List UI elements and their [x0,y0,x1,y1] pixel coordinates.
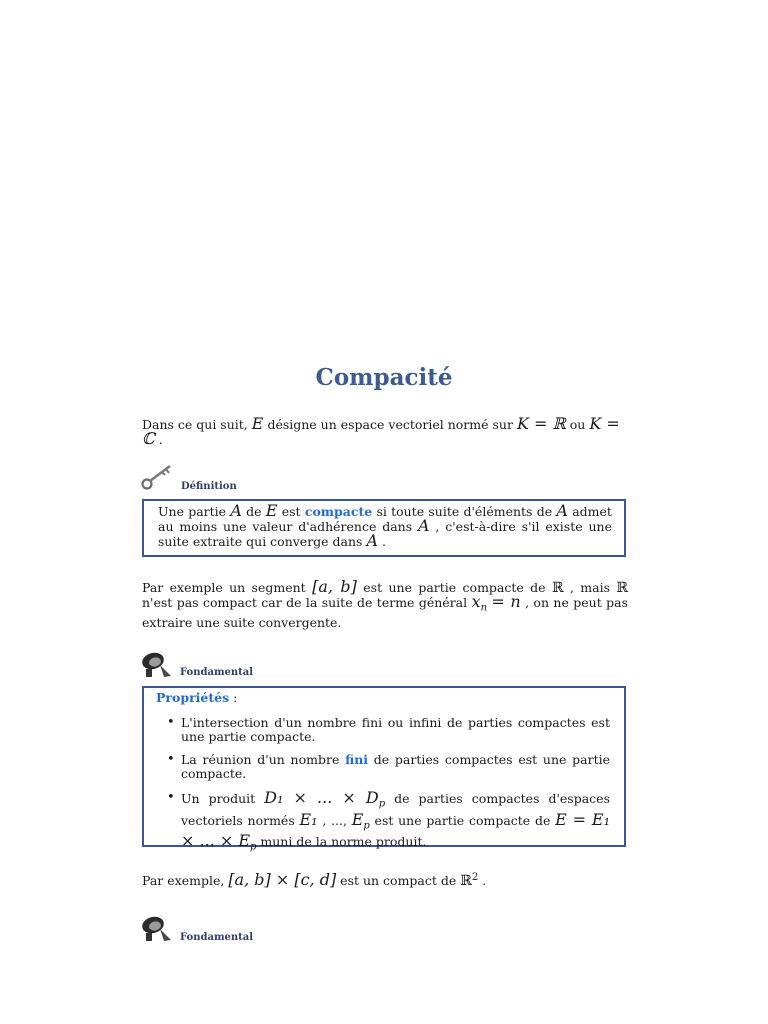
term-compacte: compacte [304,504,373,519]
spotlight-icon [140,650,174,680]
list-item: • Un produit D₁ × ... × $D_p$ de parties compactes d'espaces vectoriels normés E₁ , ..., $E_p$ est une partie compacte de E = E₁ × ... × $E_p$ muni de la norme produit. [156,790,610,855]
properties-heading: Propriétés : [156,690,238,705]
list-item: • L'intersection d'un nombre fini ou infini de parties compactes est une partie compacte. [156,716,610,744]
math-E: E [251,414,264,433]
intro-paragraph: Dans ce qui suit, E désigne un espace vectoriel normé sur K = ℝ ou K = ℂ . [142,414,620,448]
properties-list [156,716,610,855]
example-paragraph-2: Par exemple, [a, b] × [c, d] est un compact de ℝ$^2$ . [142,870,487,890]
definition-label: Définition [181,481,237,492]
spotlight-icon [140,914,174,944]
math-K-R: K = ℝ [516,414,566,433]
definition-box: Une partie A de E est compacte si toute suite d'éléments de A admet au moins une valeur d'adhérence dans A , c'est-à-dire s'il existe une suite extraite qui converge dans A . [142,499,626,557]
properties-box [142,686,626,853]
math-K-C: K = ℂ [142,414,620,448]
example-paragraph-1: Par exemple un segment [a, b] est une partie compacte de ℝ , mais ℝ n'est pas compact car de la suite de terme général $x_n = n$ , on ne peut pas extraire une suite convergente. [142,577,629,630]
fondamental-label-1: Fondamental [180,667,254,678]
key-icon [140,461,174,491]
list-item: • La réunion d'un nombre fini de parties compactes est une partie compacte. [156,753,610,781]
page-title: Compacité [315,364,453,391]
term-fini: fini [345,752,369,767]
fondamental-label-2: Fondamental [180,932,254,943]
